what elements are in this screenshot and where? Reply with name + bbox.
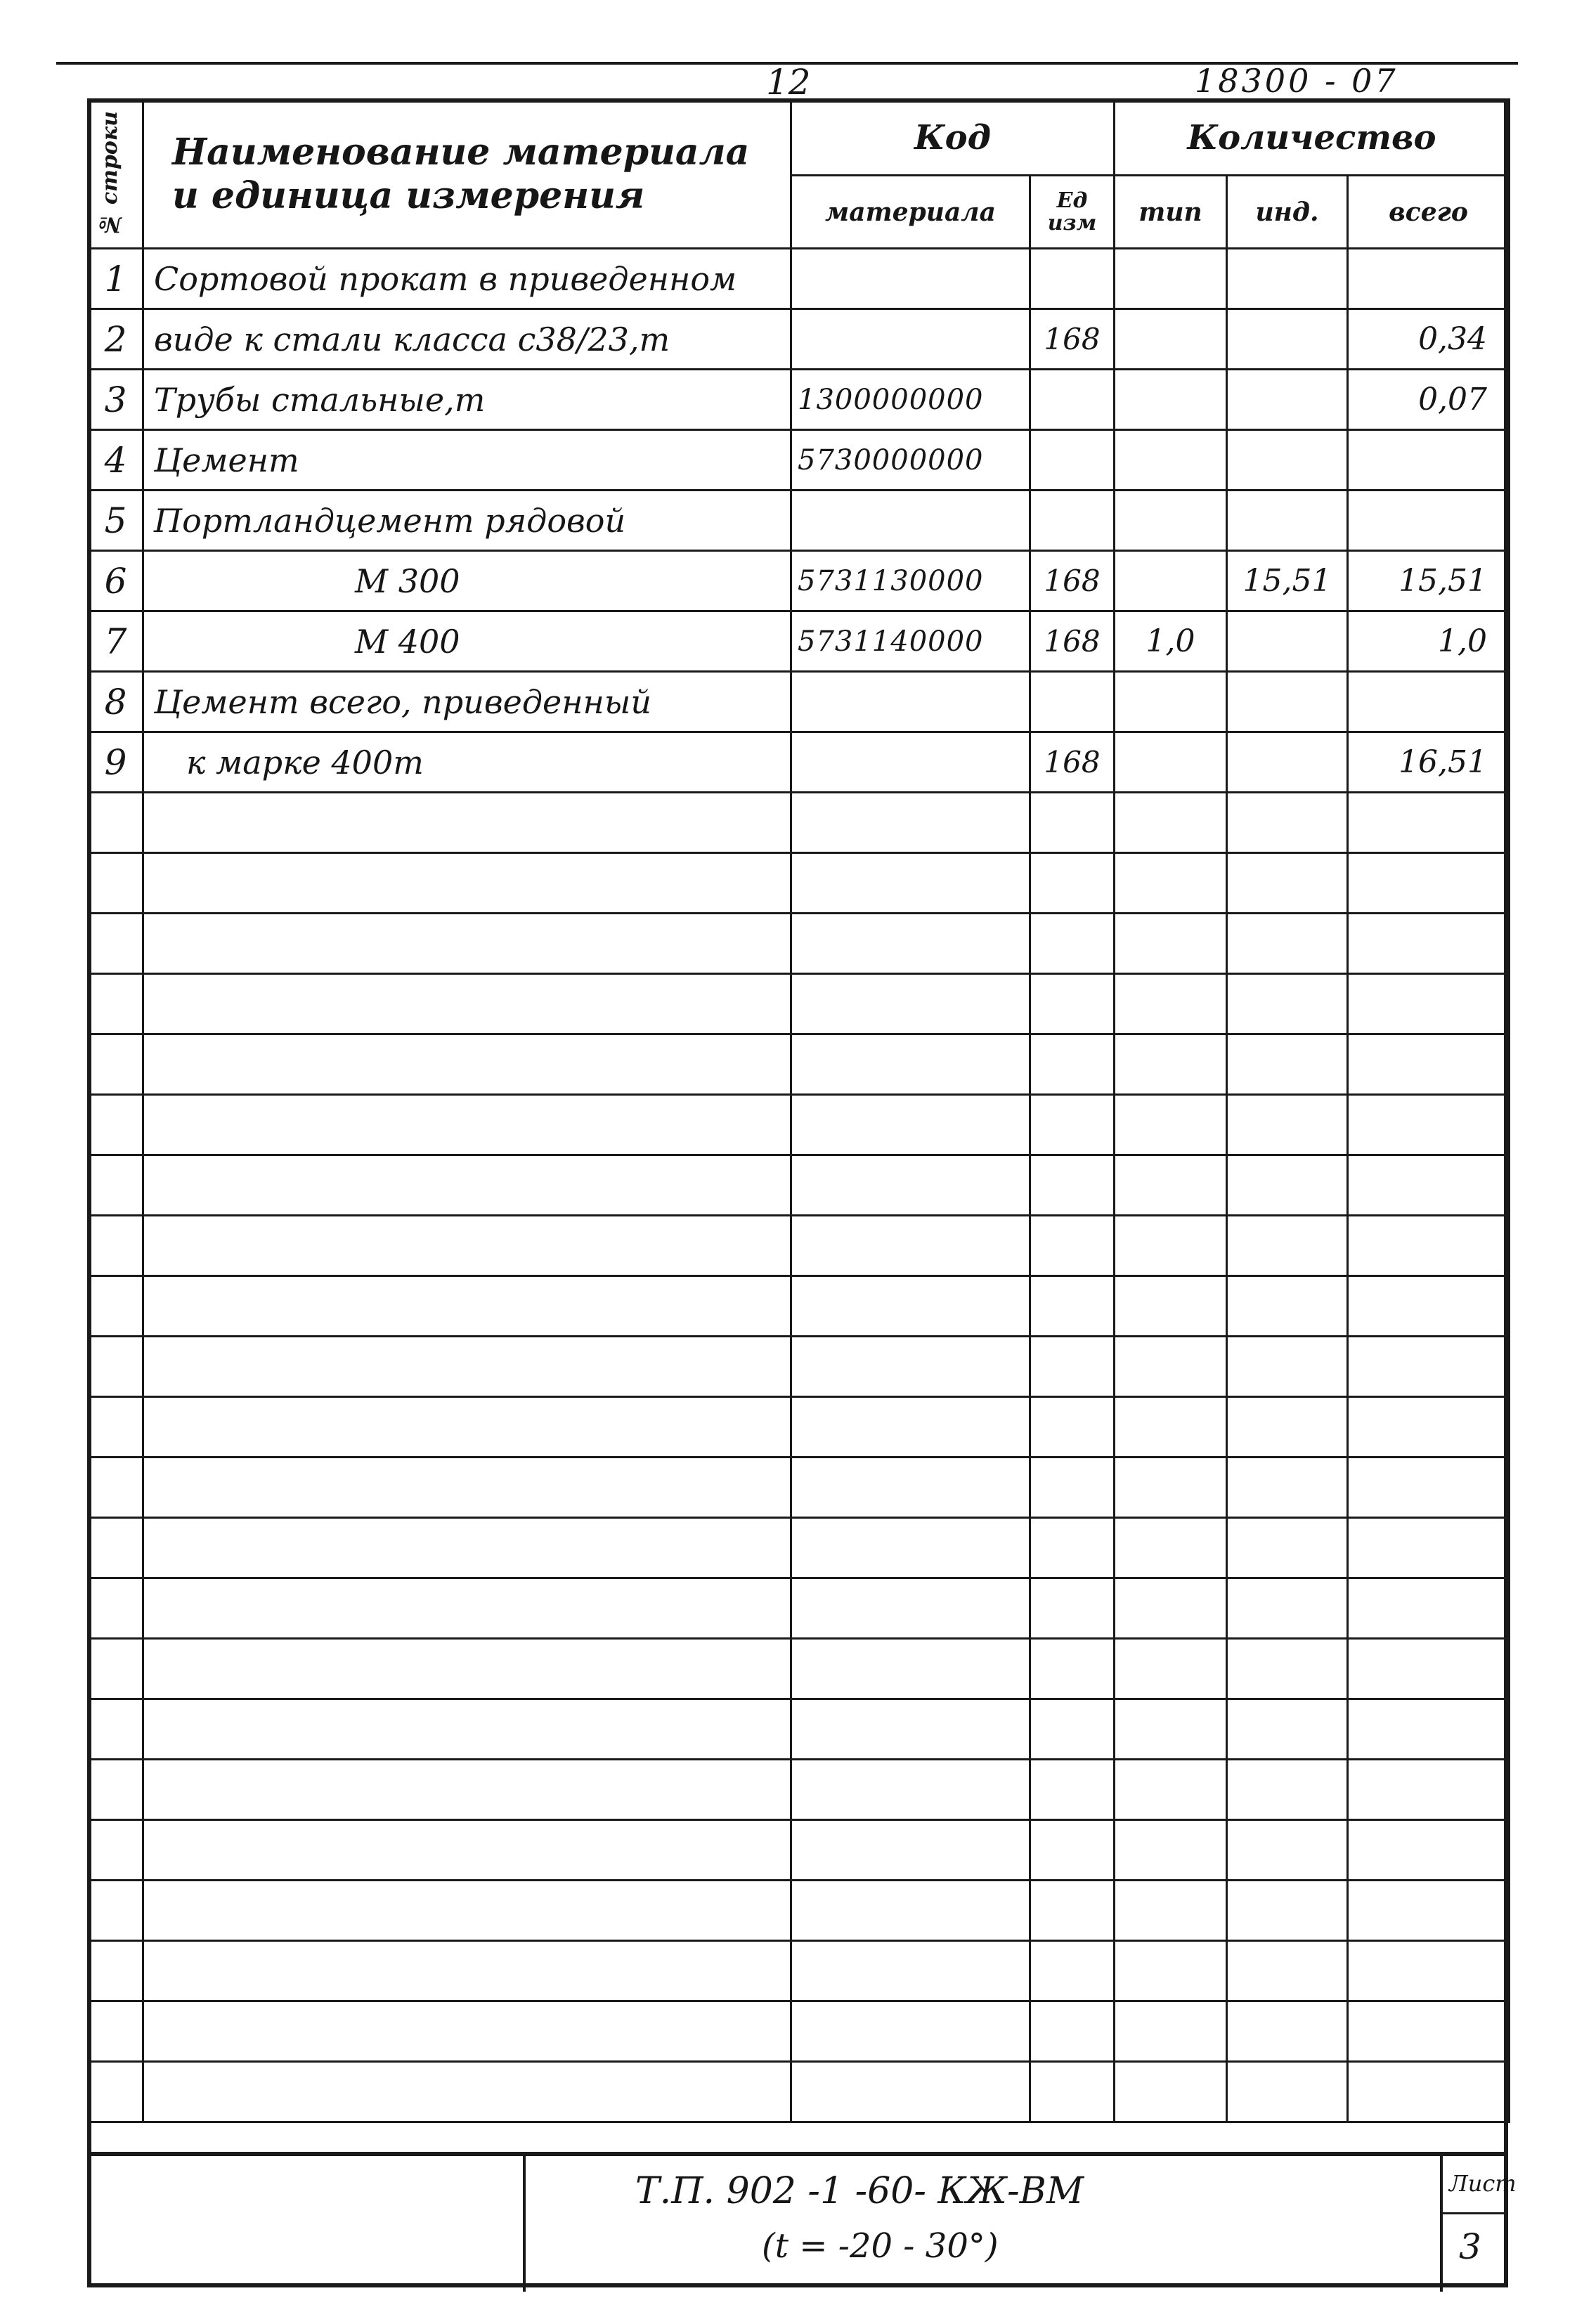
empty-cell [791,1578,1030,1639]
empty-cell [1030,1941,1115,2001]
empty-cell [1348,1881,1510,1941]
qty-ind-header: инд. [1227,176,1348,249]
empty-cell [1115,974,1227,1034]
empty-cell [1115,793,1227,853]
empty-cell [1227,853,1348,914]
empty-cell [1030,1337,1115,1397]
empty-cell [791,2062,1030,2122]
empty-cell [143,1458,791,1518]
qty-ind: 15,51 [1227,551,1348,611]
empty-cell [1030,1518,1115,1578]
qty-ind [1227,672,1348,732]
empty-cell [143,914,791,974]
qty-total: 0,34 [1348,309,1510,370]
qty-typ [1115,249,1227,309]
empty-cell [89,1458,143,1518]
empty-table-row [89,1095,1510,1155]
empty-cell [791,914,1030,974]
empty-cell [143,1034,791,1095]
empty-cell [1227,1941,1348,2001]
empty-table-row [89,1578,1510,1639]
empty-cell [89,2062,143,2122]
empty-cell [1348,974,1510,1034]
table-row [89,611,1510,672]
empty-cell [1227,1216,1348,1276]
qty-typ [1115,491,1227,551]
empty-cell [1115,1578,1227,1639]
empty-cell [1348,1155,1510,1216]
empty-cell [791,1881,1030,1941]
empty-cell [89,1276,143,1337]
code-material-header: материала [791,176,1030,249]
empty-table-row [89,2062,1510,2122]
empty-cell [143,853,791,914]
empty-cell [1227,1578,1348,1639]
empty-table-row [89,2001,1510,2062]
empty-cell [1348,1458,1510,1518]
empty-table-row [89,1276,1510,1337]
unit-code [1030,491,1115,551]
empty-table-row [89,1881,1510,1941]
designation-code: Т.П. 902 -1 -60- КЖ-ВМ [635,2170,1084,2212]
material-name: Трубы стальные,т [143,370,791,430]
empty-cell [1227,974,1348,1034]
empty-cell [1030,1458,1115,1518]
material-name: Цемент [143,430,791,491]
qty-ind [1227,249,1348,309]
unit-code [1030,672,1115,732]
empty-cell [89,914,143,974]
empty-cell [1348,1820,1510,1881]
empty-cell [1115,1699,1227,1760]
empty-cell [1348,1699,1510,1760]
empty-cell [1030,853,1115,914]
empty-cell [89,1095,143,1155]
qty-total: 1,0 [1348,611,1510,672]
row-number: 7 [89,611,143,672]
empty-cell [1115,1760,1227,1820]
material-name: к марке 400т [143,732,791,793]
page-number: 12 [766,62,811,103]
row-number-header: № строки [89,100,143,249]
empty-cell [1030,1095,1115,1155]
empty-cell [1030,1034,1115,1095]
empty-cell [791,1699,1030,1760]
quantity-group-header: Количество [1115,100,1510,176]
qty-total: 0,07 [1348,370,1510,430]
empty-cell [1115,2001,1227,2062]
empty-cell [1227,914,1348,974]
empty-cell [143,1095,791,1155]
material-code: 5730000000 [791,430,1030,491]
empty-cell [89,1216,143,1276]
empty-cell [1348,1216,1510,1276]
qty-typ [1115,309,1227,370]
empty-cell [89,1699,143,1760]
row-number: 8 [89,672,143,732]
unit-code: 168 [1030,611,1115,672]
empty-cell [1348,1095,1510,1155]
empty-table-row [89,914,1510,974]
table-row [89,732,1510,793]
empty-cell [1030,974,1115,1034]
empty-cell [791,974,1030,1034]
empty-cell [143,1397,791,1458]
qty-ind [1227,370,1348,430]
qty-ind [1227,611,1348,672]
empty-cell [143,1578,791,1639]
empty-cell [89,1034,143,1095]
empty-cell [791,1155,1030,1216]
empty-cell [1348,793,1510,853]
empty-cell [143,974,791,1034]
empty-table-row [89,853,1510,914]
empty-table-row [89,1216,1510,1276]
table-row [89,249,1510,309]
empty-cell [791,853,1030,914]
empty-cell [89,1820,143,1881]
empty-cell [143,1760,791,1820]
materials-table [87,98,1510,2123]
empty-cell [89,2001,143,2062]
table-row [89,672,1510,732]
empty-table-row [89,1397,1510,1458]
empty-cell [1227,1820,1348,1881]
table-row [89,430,1510,491]
empty-cell [791,1639,1030,1699]
row-number: 6 [89,551,143,611]
empty-cell [1227,1760,1348,1820]
row-number: 4 [89,430,143,491]
qty-typ-header: тип [1115,176,1227,249]
empty-cell [1115,1881,1227,1941]
empty-cell [89,1941,143,2001]
qty-typ [1115,732,1227,793]
name-header: Наименование материала и единица измерения [143,100,791,249]
material-code [791,672,1030,732]
unit-code: 168 [1030,309,1115,370]
material-code: 5731130000 [791,551,1030,611]
row-number: 2 [89,309,143,370]
sheet-label: Лист [1449,2170,1517,2197]
empty-cell [1115,1095,1227,1155]
empty-cell [1227,1699,1348,1760]
empty-table-row [89,1699,1510,1760]
table-row [89,370,1510,430]
empty-cell [89,853,143,914]
empty-cell [1227,1881,1348,1941]
empty-cell [1348,1276,1510,1337]
empty-cell [791,1941,1030,2001]
material-code: 5731140000 [791,611,1030,672]
empty-cell [1348,1337,1510,1397]
empty-cell [791,1095,1030,1155]
material-code [791,249,1030,309]
sheet-box-separator [1440,2212,1508,2214]
empty-cell [791,1518,1030,1578]
qty-ind [1227,430,1348,491]
sheet-number: 3 [1459,2226,1481,2267]
empty-cell [143,1941,791,2001]
empty-cell [1227,1639,1348,1699]
empty-cell [89,1578,143,1639]
empty-cell [89,793,143,853]
empty-cell [1348,1518,1510,1578]
empty-cell [1115,1397,1227,1458]
qty-typ [1115,370,1227,430]
unit-code: 168 [1030,551,1115,611]
empty-cell [1115,1155,1227,1216]
row-number: 3 [89,370,143,430]
empty-table-row [89,1639,1510,1699]
empty-table-row [89,1034,1510,1095]
qty-total [1348,249,1510,309]
empty-cell [1030,2001,1115,2062]
empty-cell [143,1337,791,1397]
empty-cell [1115,2062,1227,2122]
empty-cell [1030,1155,1115,1216]
blank-rows [89,793,1510,2122]
empty-cell [1115,1458,1227,1518]
empty-cell [143,1518,791,1578]
empty-cell [1227,1095,1348,1155]
empty-cell [1348,1034,1510,1095]
material-code [791,732,1030,793]
empty-cell [1115,1820,1227,1881]
unit-code [1030,370,1115,430]
empty-cell [143,1155,791,1216]
title-block [87,2152,1517,2287]
empty-cell [89,1397,143,1458]
table-row [89,491,1510,551]
temperature-range: (t = -20 - 30°) [762,2226,999,2266]
empty-cell [1030,1216,1115,1276]
empty-cell [1348,914,1510,974]
sheet-box-divider [1440,2156,1443,2292]
empty-cell [1348,1578,1510,1639]
empty-cell [1348,2001,1510,2062]
empty-cell [791,1760,1030,1820]
qty-total [1348,430,1510,491]
empty-table-row [89,1337,1510,1397]
unit-code [1030,249,1115,309]
table-row [89,551,1510,611]
unit-code [1030,430,1115,491]
qty-typ [1115,430,1227,491]
empty-cell [1030,1276,1115,1337]
empty-cell [1115,1276,1227,1337]
empty-table-row [89,1518,1510,1578]
empty-cell [1115,1337,1227,1397]
empty-cell [89,974,143,1034]
empty-cell [143,1820,791,1881]
empty-table-row [89,793,1510,853]
empty-cell [89,1760,143,1820]
qty-ind [1227,732,1348,793]
qty-total-header: всего [1348,176,1510,249]
empty-cell [1348,1639,1510,1699]
empty-table-row [89,974,1510,1034]
empty-cell [1115,1518,1227,1578]
empty-cell [1030,1820,1115,1881]
empty-cell [1030,1699,1115,1760]
code-unit-header: Ед изм [1030,176,1115,249]
empty-cell [1115,1639,1227,1699]
empty-cell [1030,1639,1115,1699]
empty-cell [1030,2062,1115,2122]
empty-cell [1348,1397,1510,1458]
empty-cell [1227,1155,1348,1216]
qty-typ [1115,672,1227,732]
material-code: 1300000000 [791,370,1030,430]
empty-cell [89,1155,143,1216]
empty-table-row [89,1155,1510,1216]
empty-cell [143,1216,791,1276]
empty-cell [89,1881,143,1941]
empty-cell [1030,793,1115,853]
empty-cell [89,1337,143,1397]
row-number: 1 [89,249,143,309]
material-name: Портландцемент рядовой [143,491,791,551]
empty-cell [1030,1578,1115,1639]
empty-cell [791,1820,1030,1881]
empty-cell [1348,853,1510,914]
empty-cell [1030,1760,1115,1820]
empty-cell [1030,914,1115,974]
material-name: виде к стали класса с38/23,т [143,309,791,370]
empty-cell [791,1397,1030,1458]
material-name: М 300 [143,551,791,611]
empty-cell [143,1881,791,1941]
empty-cell [143,1699,791,1760]
table-row [89,309,1510,370]
empty-cell [791,1458,1030,1518]
empty-cell [1227,2062,1348,2122]
empty-cell [791,1034,1030,1095]
document-number: 18300 - 07 [1195,62,1398,100]
empty-cell [1227,1397,1348,1458]
qty-ind [1227,309,1348,370]
empty-cell [1030,1881,1115,1941]
material-name: Цемент всего, приведенный [143,672,791,732]
empty-cell [1227,793,1348,853]
empty-cell [1348,2062,1510,2122]
empty-table-row [89,1941,1510,2001]
empty-cell [791,1337,1030,1397]
empty-table-row [89,1760,1510,1820]
empty-cell [1227,2001,1348,2062]
empty-cell [1115,1034,1227,1095]
qty-total: 15,51 [1348,551,1510,611]
row-number: 9 [89,732,143,793]
empty-cell [791,1216,1030,1276]
title-block-divider [523,2156,526,2292]
empty-cell [143,1639,791,1699]
material-name: М 400 [143,611,791,672]
material-code [791,491,1030,551]
qty-typ: 1,0 [1115,611,1227,672]
row-number: 5 [89,491,143,551]
empty-cell [1227,1458,1348,1518]
qty-ind [1227,491,1348,551]
empty-cell [1115,1941,1227,2001]
empty-cell [143,2062,791,2122]
empty-table-row [89,1458,1510,1518]
material-code [791,309,1030,370]
qty-total [1348,672,1510,732]
empty-cell [1227,1518,1348,1578]
empty-table-row [89,1820,1510,1881]
qty-total: 16,51 [1348,732,1510,793]
empty-cell [791,2001,1030,2062]
unit-code: 168 [1030,732,1115,793]
empty-cell [1227,1034,1348,1095]
empty-cell [1115,914,1227,974]
empty-cell [1115,1216,1227,1276]
empty-cell [143,2001,791,2062]
empty-cell [143,793,791,853]
empty-cell [89,1639,143,1699]
qty-typ [1115,551,1227,611]
empty-cell [1227,1276,1348,1337]
code-group-header: Код [791,100,1115,176]
empty-cell [1030,1397,1115,1458]
empty-cell [1115,853,1227,914]
empty-cell [89,1518,143,1578]
empty-cell [1348,1941,1510,2001]
empty-cell [1348,1760,1510,1820]
empty-cell [791,793,1030,853]
material-name: Сортовой прокат в приведенном [143,249,791,309]
empty-cell [1227,1337,1348,1397]
empty-cell [143,1276,791,1337]
qty-total [1348,491,1510,551]
empty-cell [791,1276,1030,1337]
